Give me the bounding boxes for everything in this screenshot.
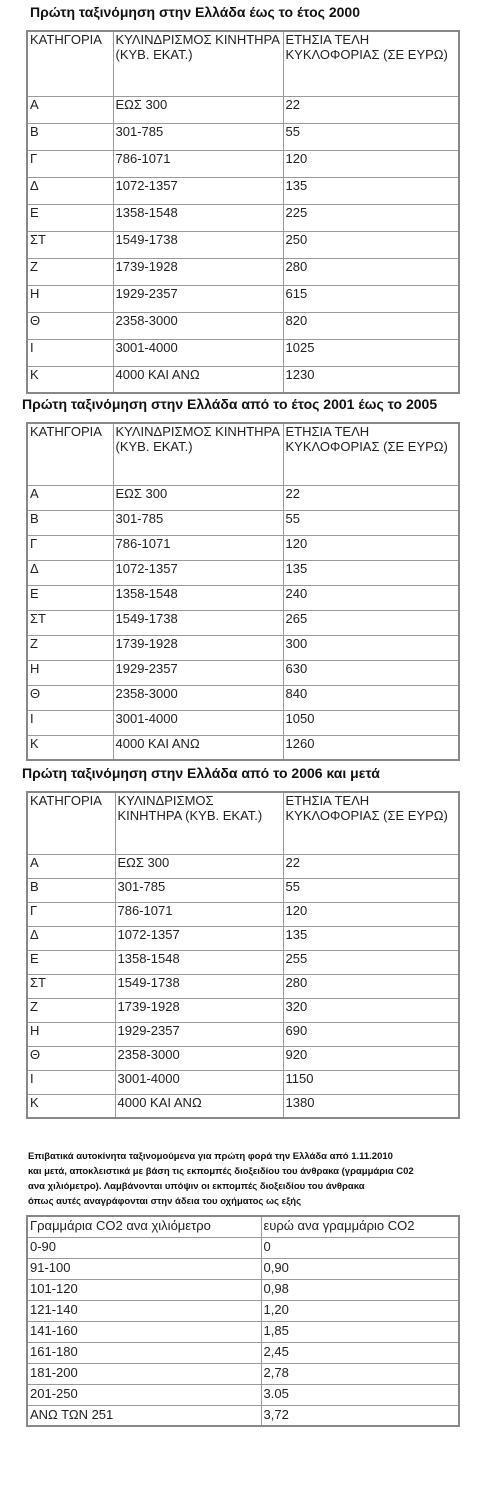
table-row (27, 231, 459, 258)
fee-cell: 320 (283, 998, 459, 1022)
category-cell: Γ (27, 535, 113, 560)
co2-range-cell: 201-250 (27, 1384, 261, 1405)
table-row (27, 96, 459, 123)
category-cell: Γ (27, 150, 113, 177)
tax-table-2001-2005 (26, 422, 460, 761)
table-row (27, 535, 459, 560)
fee-cell: 225 (283, 204, 459, 231)
table-row (27, 998, 459, 1022)
co2-rate-table (26, 1215, 460, 1427)
fee-cell: 1150 (283, 1070, 459, 1094)
fee-cell: 22 (283, 485, 459, 510)
fee-cell: 240 (283, 585, 459, 610)
tax-table-2006-onwards (26, 791, 460, 1119)
capacity-cell: 4000 ΚΑΙ ΑΝΩ (115, 1094, 283, 1118)
fee-cell: 55 (283, 123, 459, 150)
co2-range-cell: 161-180 (27, 1342, 261, 1363)
fee-cell: 135 (283, 177, 459, 204)
capacity-cell: 1549-1738 (113, 231, 283, 258)
rate-cell: 0,98 (261, 1279, 459, 1300)
capacity-cell: 301-785 (115, 878, 283, 902)
capacity-cell: 786-1071 (115, 902, 283, 926)
category-cell: Θ (27, 1046, 115, 1070)
category-cell: ΣΤ (27, 231, 113, 258)
category-cell: Δ (27, 560, 113, 585)
co2-range-cell: ΑΝΩ ΤΩΝ 251 (27, 1405, 261, 1426)
table-row (27, 635, 459, 660)
table-row (27, 974, 459, 998)
rate-cell: 0 (261, 1237, 459, 1258)
table-row (27, 710, 459, 735)
category-cell: Η (27, 285, 113, 312)
table-row (27, 1279, 459, 1300)
table-row (27, 735, 459, 760)
fee-cell: 690 (283, 1022, 459, 1046)
table-row (27, 285, 459, 312)
capacity-cell: 1072-1357 (113, 560, 283, 585)
co2-range-cell: 0-90 (27, 1237, 261, 1258)
header-annual-fee: ΕΤΗΣΙΑ ΤΕΛΗ ΚΥΚΛΟΦΟΡΙΑΣ (ΣΕ ΕΥΡΩ) (283, 31, 459, 96)
table-row (27, 950, 459, 974)
fee-cell: 255 (283, 950, 459, 974)
table-row (27, 1321, 459, 1342)
table-row (27, 560, 459, 585)
category-cell: Δ (27, 926, 115, 950)
fee-cell: 22 (283, 96, 459, 123)
capacity-cell: 2358-3000 (115, 1046, 283, 1070)
table-row (27, 878, 459, 902)
fee-cell: 280 (283, 258, 459, 285)
fee-cell: 120 (283, 150, 459, 177)
category-cell: Α (27, 854, 115, 878)
capacity-cell: 2358-3000 (113, 312, 283, 339)
table-row (27, 660, 459, 685)
table-row (27, 339, 459, 366)
category-cell: Ζ (27, 258, 113, 285)
table-3-title: Πρώτη ταξινόμηση στην Ελλάδα από το 2006 και μετά (22, 765, 380, 781)
capacity-cell: 1929-2357 (113, 660, 283, 685)
table-row (27, 1363, 459, 1384)
capacity-cell: 3001-4000 (115, 1070, 283, 1094)
header-engine-capacity: ΚΥΛΙΝΔΡΙΣΜΟΣ ΚΙΝΗΤΗΡΑ (ΚΥΒ. ΕΚΑΤ.) (113, 31, 283, 96)
table-row (27, 1094, 459, 1118)
fee-cell: 300 (283, 635, 459, 660)
table-row (27, 610, 459, 635)
rate-cell: 0,90 (261, 1258, 459, 1279)
rate-cell: 3.05 (261, 1384, 459, 1405)
fee-cell: 120 (283, 535, 459, 560)
fee-cell: 135 (283, 560, 459, 585)
co2-range-cell: 121-140 (27, 1300, 261, 1321)
table-row (27, 685, 459, 710)
capacity-cell: 1739-1928 (115, 998, 283, 1022)
category-cell: Α (27, 485, 113, 510)
table-row (27, 1300, 459, 1321)
capacity-cell: 1739-1928 (113, 258, 283, 285)
table-row (27, 1405, 459, 1426)
capacity-cell: 1549-1738 (113, 610, 283, 635)
fee-cell: 265 (283, 610, 459, 635)
table-row (27, 312, 459, 339)
fee-cell: 135 (283, 926, 459, 950)
note-line: και μετά, αποκλειστικά με βάση τις εκπομπές διοξειδίου του άνθρακα (γραμμάρια C02 (28, 1166, 414, 1177)
note-line: Επιβατικά αυτοκίνητα ταξινομούμενα για πρώτη φορά την Ελλάδα από 1.11.2010 (28, 1151, 393, 1162)
table-1-title: Πρώτη ταξινόμηση στην Ελλάδα έως το έτος 2000 (30, 4, 360, 20)
capacity-cell: 301-785 (113, 123, 283, 150)
table-row (27, 1384, 459, 1405)
category-cell: Ε (27, 585, 113, 610)
category-cell: Κ (27, 1094, 115, 1118)
table-row (27, 204, 459, 231)
header-engine-capacity: ΚΥΛΙΝΔΡΙΣΜΟΣ ΚΙΝΗΤΗΡΑ (ΚΥΒ. ΕΚΑΤ.) (113, 423, 283, 485)
category-cell: Β (27, 878, 115, 902)
table-row (27, 585, 459, 610)
table-row (27, 258, 459, 285)
category-cell: Ι (27, 710, 113, 735)
note-line: ανα χιλιόμετρο). Λαμβάνονται υπόψιν οι εκπομπές διοξειδίου του άνθρακα (28, 1181, 365, 1192)
rate-cell: 3,72 (261, 1405, 459, 1426)
fee-cell: 1025 (283, 339, 459, 366)
table-row (27, 485, 459, 510)
category-cell: Θ (27, 312, 113, 339)
category-cell: Θ (27, 685, 113, 710)
table-row (27, 150, 459, 177)
header-euro-per-gram: ευρώ ανα γραμμάριο CO2 (261, 1216, 459, 1237)
rate-cell: 2,78 (261, 1363, 459, 1384)
capacity-cell: 2358-3000 (113, 685, 283, 710)
category-cell: Ι (27, 339, 113, 366)
category-cell: ΣΤ (27, 974, 115, 998)
capacity-cell: 3001-4000 (113, 710, 283, 735)
table-row (27, 1022, 459, 1046)
fee-cell: 615 (283, 285, 459, 312)
category-cell: Ι (27, 1070, 115, 1094)
capacity-cell: 786-1071 (113, 150, 283, 177)
capacity-cell: 1549-1738 (115, 974, 283, 998)
fee-cell: 280 (283, 974, 459, 998)
fee-cell: 920 (283, 1046, 459, 1070)
table-row (27, 1046, 459, 1070)
capacity-cell: ΕΩΣ 300 (113, 96, 283, 123)
table-row (27, 1342, 459, 1363)
category-cell: Ζ (27, 998, 115, 1022)
header-category: ΚΑΤΗΓΟΡΙΑ (27, 31, 113, 96)
table-row (27, 1070, 459, 1094)
fee-cell: 22 (283, 854, 459, 878)
fee-cell: 1260 (283, 735, 459, 760)
capacity-cell: 4000 ΚΑΙ ΑΝΩ (113, 735, 283, 760)
table-row (27, 366, 459, 393)
table-row (27, 123, 459, 150)
fee-cell: 1380 (283, 1094, 459, 1118)
table-row (27, 510, 459, 535)
category-cell: Ζ (27, 635, 113, 660)
header-engine-capacity: ΚΥΛΙΝΔΡΙΣΜΟΣ ΚΙΝΗΤΗΡΑ (ΚΥΒ. ΕΚΑΤ.) (115, 792, 283, 854)
capacity-cell: 786-1071 (113, 535, 283, 560)
header-annual-fee: ΕΤΗΣΙΑ ΤΕΛΗ ΚΥΚΛΟΦΟΡΙΑΣ (ΣΕ ΕΥΡΩ) (283, 792, 459, 854)
fee-cell: 120 (283, 902, 459, 926)
co2-range-cell: 101-120 (27, 1279, 261, 1300)
capacity-cell: 1358-1548 (113, 204, 283, 231)
capacity-cell: 1358-1548 (115, 950, 283, 974)
table-row (27, 854, 459, 878)
fee-cell: 55 (283, 878, 459, 902)
co2-note (28, 1149, 468, 1209)
co2-range-cell: 181-200 (27, 1363, 261, 1384)
fee-cell: 1230 (283, 366, 459, 393)
header-co2-grams: Γραμμάρια CO2 ανα χιλιόμετρο (27, 1216, 261, 1237)
capacity-cell: 1072-1357 (115, 926, 283, 950)
rate-cell: 1,85 (261, 1321, 459, 1342)
co2-range-cell: 141-160 (27, 1321, 261, 1342)
capacity-cell: 301-785 (113, 510, 283, 535)
table-row (27, 1258, 459, 1279)
header-category: ΚΑΤΗΓΟΡΙΑ (27, 792, 115, 854)
capacity-cell: 1072-1357 (113, 177, 283, 204)
fee-cell: 820 (283, 312, 459, 339)
header-annual-fee: ΕΤΗΣΙΑ ΤΕΛΗ ΚΥΚΛΟΦΟΡΙΑΣ (ΣΕ ΕΥΡΩ) (283, 423, 459, 485)
table-row (27, 1237, 459, 1258)
rate-cell: 1,20 (261, 1300, 459, 1321)
capacity-cell: 4000 ΚΑΙ ΑΝΩ (113, 366, 283, 393)
category-cell: Ε (27, 950, 115, 974)
tax-table-until-2000 (26, 30, 460, 394)
note-line: όπως αυτές αναγράφονται στην άδεια του οχήματος ως εξής (28, 1196, 302, 1207)
capacity-cell: 1739-1928 (113, 635, 283, 660)
table-row (27, 926, 459, 950)
capacity-cell: ΕΩΣ 300 (113, 485, 283, 510)
capacity-cell: 3001-4000 (113, 339, 283, 366)
fee-cell: 1050 (283, 710, 459, 735)
capacity-cell: 1929-2357 (115, 1022, 283, 1046)
category-cell: Ε (27, 204, 113, 231)
fee-cell: 630 (283, 660, 459, 685)
category-cell: Δ (27, 177, 113, 204)
category-cell: Β (27, 123, 113, 150)
category-cell: Γ (27, 902, 115, 926)
category-cell: Κ (27, 735, 113, 760)
fee-cell: 840 (283, 685, 459, 710)
table-row (27, 177, 459, 204)
category-cell: Α (27, 96, 113, 123)
category-cell: Β (27, 510, 113, 535)
table-2-title: Πρώτη ταξινόμηση στην Ελλάδα από το έτος 2001 έως το 2005 (22, 396, 438, 412)
capacity-cell: 1929-2357 (113, 285, 283, 312)
rate-cell: 2,45 (261, 1342, 459, 1363)
header-category: ΚΑΤΗΓΟΡΙΑ (27, 423, 113, 485)
category-cell: Η (27, 660, 113, 685)
category-cell: Κ (27, 366, 113, 393)
capacity-cell: 1358-1548 (113, 585, 283, 610)
table-row (27, 902, 459, 926)
category-cell: ΣΤ (27, 610, 113, 635)
fee-cell: 55 (283, 510, 459, 535)
category-cell: Η (27, 1022, 115, 1046)
co2-range-cell: 91-100 (27, 1258, 261, 1279)
fee-cell: 250 (283, 231, 459, 258)
capacity-cell: ΕΩΣ 300 (115, 854, 283, 878)
